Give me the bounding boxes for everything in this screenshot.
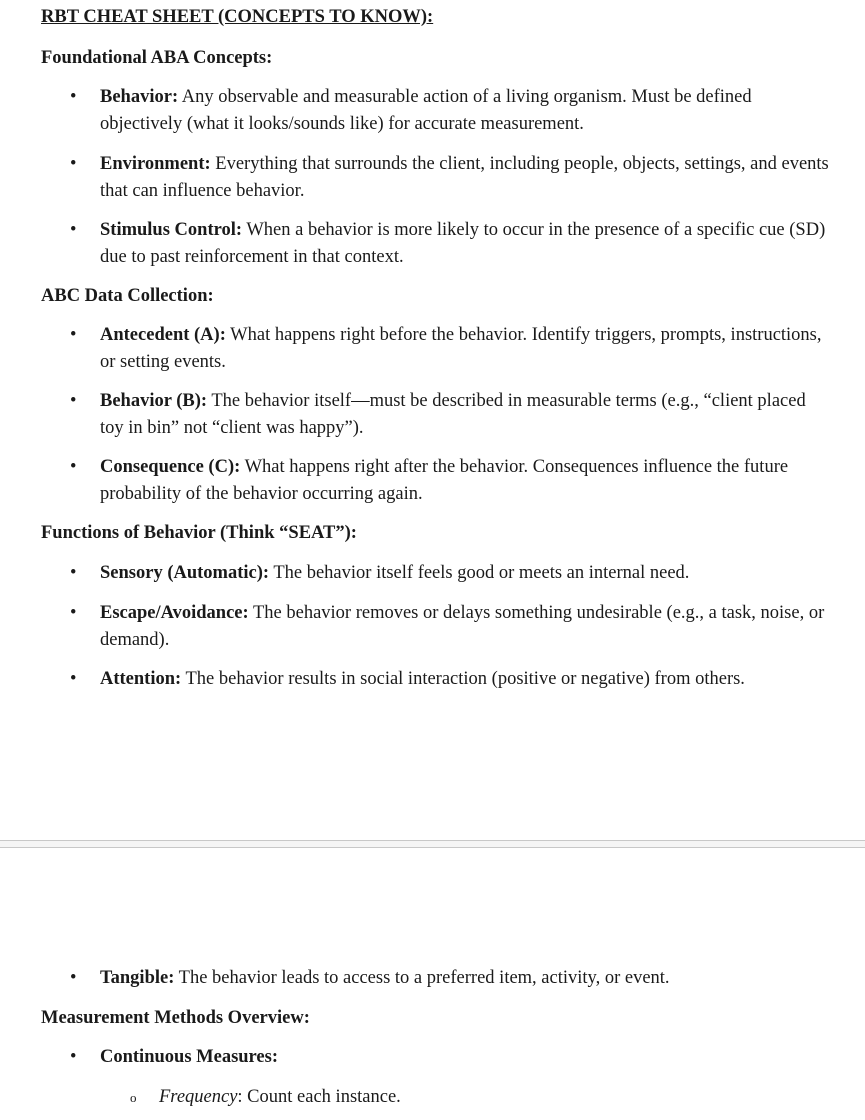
bullet-icon: • <box>70 1047 77 1067</box>
term: Behavior: <box>100 87 179 107</box>
section-heading-functions: Functions of Behavior (Think “SEAT”): <box>41 523 357 543</box>
term: Antecedent (A): <box>100 325 226 345</box>
bullet-icon: • <box>70 968 77 988</box>
term: Continuous Measures: <box>100 1047 278 1067</box>
definition: : Count each instance. <box>237 1087 401 1107</box>
definition: The behavior results in social interaction (positive or negative) from others. <box>181 669 745 689</box>
list-item-attention <box>100 666 830 693</box>
list-item-escape <box>100 600 830 653</box>
definition: The behavior removes or delays something undesirable (e.g., a task, noise, or demand). <box>100 603 825 650</box>
term: Consequence (C): <box>100 457 241 477</box>
bullet-icon: • <box>70 603 77 623</box>
term: Environment: <box>100 154 211 174</box>
definition: The behavior leads to access to a preferred item, activity, or event. <box>174 968 670 988</box>
term: Behavior (B): <box>100 391 208 411</box>
bullet-icon: • <box>70 669 77 689</box>
bullet-icon: • <box>70 220 77 240</box>
definition: The behavior itself feels good or meets an internal need. <box>269 563 690 583</box>
list-item-antecedent <box>100 322 830 375</box>
term: Stimulus Control: <box>100 220 243 240</box>
definition: The behavior itself—must be described in measurable terms (e.g., “client placed toy in bin” not “client was happy”). <box>100 391 806 438</box>
term: Tangible: <box>100 968 175 988</box>
bullet-icon: • <box>70 87 77 107</box>
definition: Any observable and measurable action of a living organism. Must be defined objectively (what it looks/sounds like) for accurate measurement. <box>100 87 752 134</box>
page-break-divider <box>0 840 865 848</box>
definition: When a behavior is more likely to occur in the presence of a specific cue (SD) due to past reinforcement in that context. <box>100 220 826 267</box>
term: Attention: <box>100 669 182 689</box>
list-item-sensory <box>100 560 830 587</box>
section-heading-measurement: Measurement Methods Overview: <box>41 1008 310 1028</box>
bullet-icon: • <box>70 154 77 174</box>
list-item-consequence <box>100 454 830 507</box>
definition: What happens right after the behavior. Consequences influence the future probability of the behavior occurring again. <box>100 457 789 504</box>
list-item-tangible <box>100 965 830 992</box>
term: Escape/Avoidance: <box>100 603 249 623</box>
bullet-icon: • <box>70 457 77 477</box>
list-item-environment <box>100 151 830 204</box>
sub-bullet-icon: o <box>130 1090 137 1105</box>
list-item-stimulus-control <box>100 217 830 270</box>
definition: Everything that surrounds the client, including people, objects, settings, and events that can influence behavior. <box>100 154 829 201</box>
term: Sensory (Automatic): <box>100 563 270 583</box>
bullet-icon: • <box>70 391 77 411</box>
section-heading-foundational: Foundational ABA Concepts: <box>41 48 273 68</box>
bullet-icon: • <box>70 325 77 345</box>
section-heading-abc: ABC Data Collection: <box>41 286 214 306</box>
document-title: RBT CHEAT SHEET (CONCEPTS TO KNOW): <box>41 7 434 27</box>
sub-item-frequency <box>159 1084 759 1111</box>
definition: What happens right before the behavior. Identify triggers, prompts, instructions, or setting events. <box>100 325 822 372</box>
term: Frequency <box>159 1087 238 1107</box>
list-item-behavior-b <box>100 388 830 441</box>
list-item-behavior <box>100 84 830 137</box>
bullet-icon: • <box>70 563 77 583</box>
list-item-continuous-measures <box>100 1044 830 1071</box>
